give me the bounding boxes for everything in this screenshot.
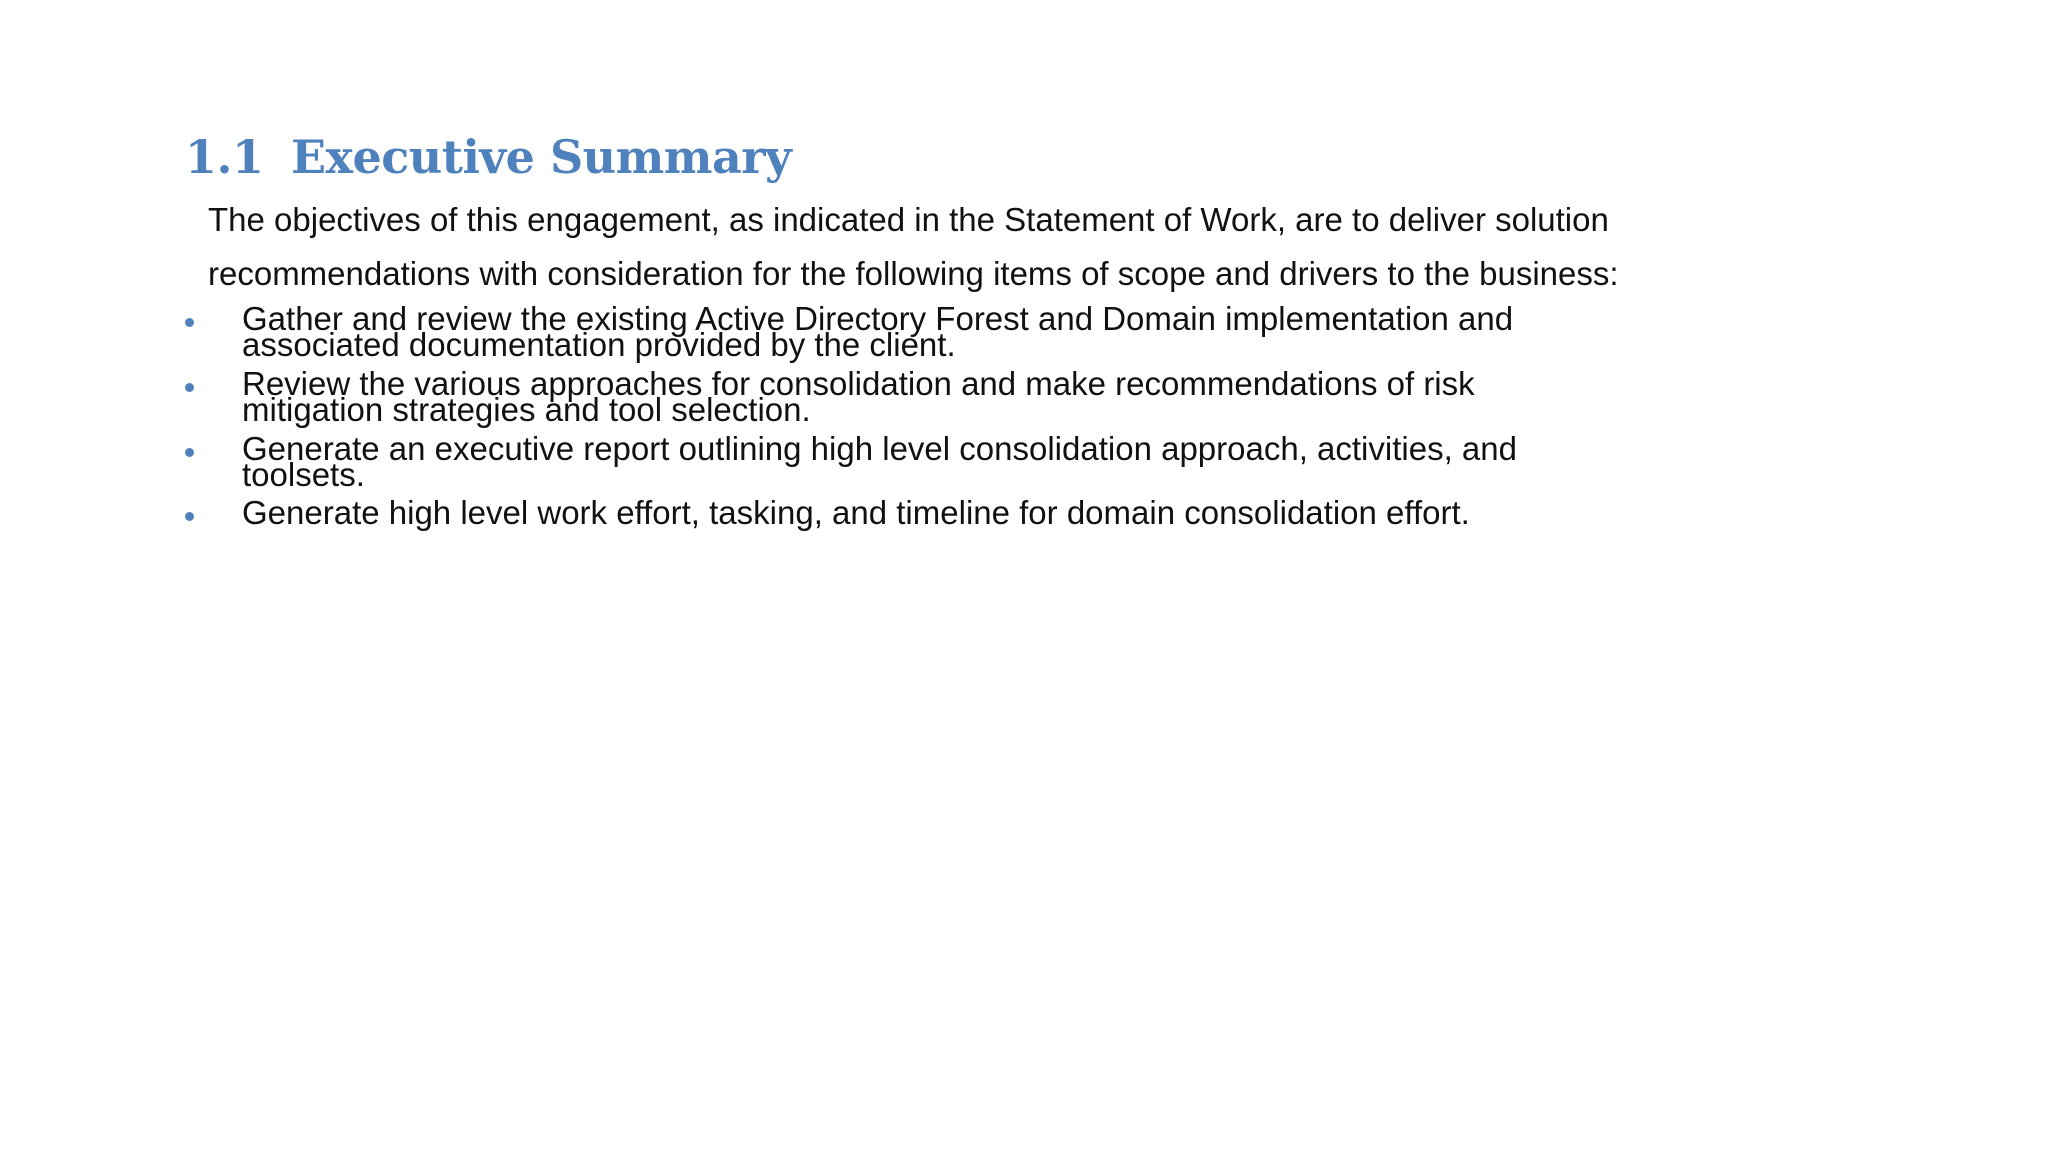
bullet-line: toolsets. — [242, 456, 365, 493]
bullet-text — [242, 430, 1802, 493]
bullet-line: Gather and review the existing Active Directory Forest and Domain implementation and — [242, 300, 1514, 337]
bullet-icon — [185, 383, 194, 392]
intro-line-1: The objectives of this engagement, as indicated in the Statement of Work, are to deliver solution — [208, 201, 1609, 238]
bullet-line: associated documentation provided by the client. — [242, 326, 956, 363]
intro-line-2: recommendations with consideration for the following items of scope and drivers to the business: — [208, 255, 1619, 292]
section-number: 1.1 — [185, 130, 264, 184]
bullet-icon — [185, 448, 194, 457]
bullet-line: mitigation strategies and tool selection. — [242, 391, 811, 428]
bullet-text — [242, 494, 1802, 531]
bullet-icon — [185, 318, 194, 327]
bullet-text — [242, 365, 1802, 428]
bullet-line: Generate high level work effort, tasking, and timeline for domain consolidation effort. — [242, 494, 1470, 531]
section-title: Executive Summary — [291, 130, 792, 184]
bullet-line: Review the various approaches for consolidation and make recommendations of risk — [242, 365, 1475, 402]
bullet-line: Generate an executive report outlining high level consolidation approach, activities, and — [242, 430, 1517, 467]
bullet-text — [242, 300, 1802, 363]
bullet-icon — [185, 512, 194, 521]
